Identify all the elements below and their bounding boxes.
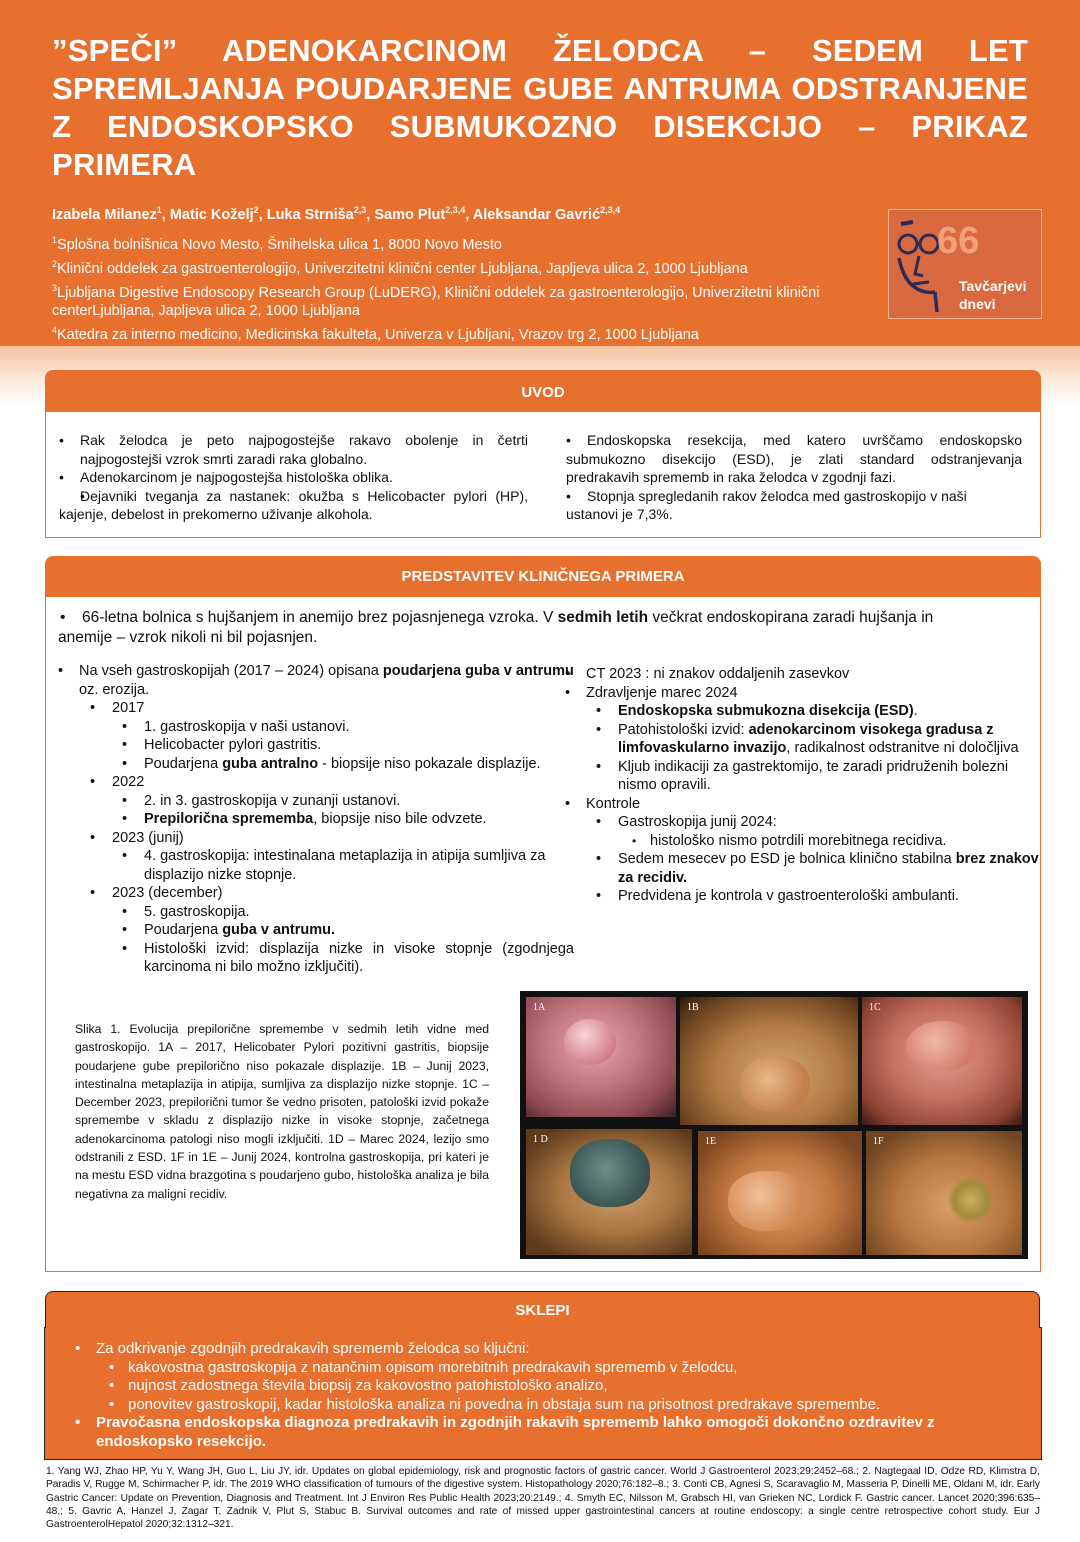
author-list: Izabela Milanez$^1$, Matic Koželj$^2$, Luka Strniša$^{2,3}$, Samo Plut$^{2,3,4}$, Aleksandar Gavrić$^{2,3,4}$ — [52, 205, 621, 223]
list-item: • 1. gastroskopija v naši ustanovi. — [144, 718, 574, 737]
author: Matic Koželj — [169, 206, 254, 223]
author: Luka Strniša — [266, 206, 354, 223]
logo-text: Tavčarjevi — [959, 278, 1027, 294]
list-item: • Gastroskopija junij 2024: • histološko nismo potrdili morebitnega recidiva. — [618, 813, 1046, 850]
list-item: • Poudarjena guba v antrumu. — [144, 921, 574, 940]
endoscopy-image-1a: 1A — [526, 997, 676, 1117]
list-item: • Za odkrivanje zgodnjih predrakavih sprememb želodca so ključni: • kakovostna gastroskopija z natančnim opisom morebitnih predrakavih sprememb v želodcu, • nujnost zadostnega števila biopsij za kakovostno patohistološko analizo, • ponovitev gastroskopij, kadar histološka analiza ni povedna in obstaja sum na prisotnost predrakave spremembe. — [96, 1340, 1026, 1414]
tavcarjevi-dnevi-logo — [888, 209, 1042, 319]
list-item-year: • 2017 • 1. gastroskopija v naši ustanovi. • Helicobacter pylori gastritis. • Poudarjena guba antralno - biopsije niso pokazale displazije. — [112, 699, 574, 773]
list-item: • Na vseh gastroskopijah (2017 – 2024) opisana poudarjena guba v antrumu oz. erozija. • 2017 • 1. gastroskopija v naši ustanovi. • Helicobacter pylori gastritis. • Poudarjena guba antralno - biopsije niso pokazale displazije. • 2022 • 2. in 3. gastroskopija v zunanji ustanovi. • Prepilorična sprememba, biopsije niso bile odvzete. • 2023 (junij) • 4. gastroskopija: intestinalana metaplazija in atipija sumljiva za displazijo nizke stopnje. • 2023 (december) • 5. gastroskopija. • Poudarjena guba v antrumu. • Histološki izvid: displazija nizke in visoke stopnje (zgodnjega karcinoma ni bilo možno izključiti). — [79, 662, 574, 977]
list-item: • kakovostna gastroskopija z natančnim opisom morebitnih predrakavih sprememb v želodcu, — [128, 1359, 1026, 1378]
endoscopy-image-1c: 1C — [862, 997, 1022, 1125]
list-item: • Sedem mesecev po ESD je bolnica klinično stabilna brez znakov za recidiv. — [618, 850, 1046, 887]
uvod-right-list — [566, 431, 1022, 524]
affiliation: $^2$Klinični oddelek za gastroenterologijo, Univerzitetni klinični center Ljubljana, Japljeva ulica 2, 1000 Ljubljana — [52, 258, 748, 277]
list-item: • Zdravljenje marec 2024 • Endoskopska submukozna disekcija (ESD). • Patohistološki izvid: adenokarcinom visokega gradusa z limfovaskularno invazijo, radikalnost odstranitve ni določljiva • Kljub indikaciji za gastrektomijo, te zaradi pridruženih bolezni nismo opravili. — [586, 684, 1046, 795]
case-right-list — [565, 665, 1046, 906]
affiliation: $^1$Splošna bolnišnica Novo Mesto, Šmihelska ulica 1, 8000 Novo Mesto — [52, 235, 502, 253]
author-sup: 2,3,4 — [445, 205, 466, 215]
list-item-year: • 2023 (december) • 5. gastroskopija. • Poudarjena guba v antrumu. • Histološki izvid: displazija nizke in visoke stopnje (zgodnjega karcinoma ni bilo možno izključiti). — [112, 884, 574, 977]
affiliation: $^4$Katedra za interno medicino, Medicinska fakulteta, Univerza v Ljubljani, Vrazov trg 2, 1000 Ljubljana — [52, 325, 699, 344]
list-item: • Endoskopska resekcija, med katero uvrščamo endoskopsko submukozno disekcijo (ESD), je zlati standard odstranjevanja predrakavih sprememb in raka želodca v zgodnji fazi. — [566, 432, 1022, 485]
list-item: • Predvidena je kontrola v gastroenterološki ambulanti. — [618, 887, 1046, 906]
section-heading-case: PREDSTAVITEV KLINIČNEGA PRIMERA — [45, 556, 1041, 597]
list-item: • Kontrole • Gastroskopija junij 2024: • histološko nismo potrdili morebitnega recidiva. • Sedem mesecev po ESD je bolnica klinično stabilna brez znakov za recidiv. • Predvidena je kontrola v gastroenterološki ambulanti. — [586, 795, 1046, 906]
list-item: • Dejavniki tveganja za nastanek: okužba s Helicobacter pylori (HP), kajenje, debelost in prekomerno uživanje alkohola. — [59, 487, 528, 524]
author-sup: 1 — [156, 205, 162, 215]
affiliation: $^3$Ljubljana Digestive Endoscopy Research Group (LuDERG), Klinični oddelek za gastroenterologijo, Univerzitetni klinični centerLjubljana, Japljeva ulica 2, 1000 Ljubljana — [52, 282, 820, 320]
section-heading-sklepi: SKLEPI — [45, 1291, 1040, 1328]
list-item-year: • 2022 • 2. in 3. gastroskopija v zunanji ustanovi. • Prepilorična sprememba, biopsije niso bile odvzete. — [112, 773, 574, 829]
author-sup: 2,3,4 — [600, 205, 621, 215]
list-item: • Stopnja spregledanih rakov želodca med gastroskopijo v naši ustanovi je 7,3%. — [566, 487, 967, 522]
case-intro: • 66-letna bolnica s hujšanjem in anemijo brez pojasnjenega vzroka. V sedmih letih večkrat endoskopirana zaradi hujšanja in anemije – vzrok nikoli ni bil pojasnjen. — [58, 609, 934, 646]
list-item: • Helicobacter pylori gastritis. — [144, 736, 574, 755]
author-sup: 2,3 — [353, 205, 367, 215]
list-item: • 4. gastroskopija: intestinalana metaplazija in atipija sumljiva za displazijo nizke stopnje. — [144, 847, 574, 884]
endoscopy-figure — [520, 991, 1028, 1259]
uvod-left-list — [59, 431, 528, 524]
list-item: • Rak želodca je peto najpogostejše rakavo obolenje in četrti najpogostejši vzrok smrti zaradi raka globalno. — [59, 431, 528, 468]
list-item: • Endoskopska submukozna disekcija (ESD). — [618, 702, 1046, 721]
logo-number: 66 — [937, 220, 980, 262]
author: Aleksandar Gavrić — [472, 206, 601, 223]
endoscopy-image-1f: 1F — [866, 1131, 1022, 1255]
list-item: • Histološki izvid: displazija nizke in visoke stopnje (zgodnjega karcinoma ni bilo možno izključiti). — [144, 940, 574, 977]
list-item: • Prepilorična sprememba, biopsije niso bile odvzete. — [144, 810, 574, 829]
affiliation-list — [52, 231, 882, 345]
author-sup: 2 — [253, 205, 259, 215]
list-item: • Kljub indikaciji za gastrektomijo, te zaradi pridruženih bolezni nismo opravili. — [618, 758, 1046, 795]
logo-text: dnevi — [959, 296, 996, 312]
list-item: • 2. in 3. gastroskopija v zunanji ustanovi. — [144, 792, 574, 811]
list-item: • ponovitev gastroskopij, kadar histološka analiza ni povedna in obstaja sum na prisotnost predrakave spremembe. — [128, 1396, 1026, 1415]
author: Samo Plut — [374, 206, 446, 223]
section-heading-uvod: UVOD — [45, 370, 1041, 412]
list-item: • Adenokarcinom je najpogostejša histološka oblika. — [59, 468, 528, 487]
list-item: • Poudarjena guba antralno - biopsije niso pokazale displazije. — [144, 755, 574, 774]
endoscopy-image-1e: 1E — [698, 1131, 862, 1255]
list-item: • CT 2023 : ni znakov oddaljenih zasevkov — [586, 665, 1046, 684]
endoscopy-image-1d: 1 D — [526, 1129, 692, 1255]
author: Izabela Milanez — [52, 206, 157, 223]
figure-caption: Slika 1. Evolucija prepilorične spremembe v sedmih letih vidne med gastroskopijo. 1A – 2017, Helicobater Pylori pozitivni gastritis, biopsije poudarjene gube prepilorično niso pokazale displazije. 1B – Junij 2023, intestinalna metaplazija in atipija, sumljiva za displazijo nizke stopnje. 1C – December 2023, prepilorični tumor še vedno prisoten, patološki izvid pokaže spremembe v skladu z displazijo nizke in visoke stopnje, začetnega adenokarcinoma patologi niso mogli izključiti. 1D – Marec 2024, lezijo smo odstranili z ESD. 1F in 1E – Junij 2024, kontrolna gastroskopija, pri kateri je na mestu ESD vidna brazgotina s poudarjeno gubo, histološka analiza je bila negativna za maligni recidiv. — [75, 1022, 489, 1201]
list-item: • histološko nismo potrdili morebitnega recidiva. — [650, 832, 1046, 851]
list-item: • nujnost zadostnega števila biopsij za kakovostno patohistološko analizo, — [128, 1377, 1026, 1396]
references: 1. Yang WJ, Zhao HP, Yu Y, Wang JH, Guo L, Liu JY, idr. Updates on global epidemiology, risk and prognostic factors of gastric cancer. World J Gastroenterol 2023;29:2452–68.; 2. Nagtegaal ID, Odze RD, Klimstra D, Paradis V, Rugge M, Schirmacher P, idr. The 2019 WHO classification of tumours of the digestive system. Histopathology 2020;76:182–8.; 3. Conti CB, Agnesi S, Scaravaglio M, Masseria P, Dinelli ME, Oldani M, idr. Early Gastric Cancer: Update on Prevention, Diagnosis and Treatment. Int J Environ Res Public Health 2023;20:2149.; 4. Smyth EC, Nilsson M, Grabsch HI, van Grieken NC, Lordick F. Gastric cancer. Lancet 2020;396:635–48.; 5. Gavric A, Hanzel J, Zagar T, Zadnik V, Plut S, Stabuc B. Survival outcomes and rate of missed upper gastrointestinal cancers at routine endoscopy: a single centre retrospective cohort study. Eur J GastroenterolHepatol 2020;32:1312–321. — [46, 1466, 1040, 1531]
sklepi-list — [96, 1340, 1026, 1451]
poster-title: ”SPEČI” ADENOKARCINOM ŽELODCA – SEDEM LET SPREMLJANJA POUDARJENE GUBE ANTRUMA ODSTRANJENE Z ENDOSKOPSKO SUBMUKOZNO DISEKCIJO – PRIKAZ PRIMERA — [52, 33, 1028, 182]
list-item: • Patohistološki izvid: adenokarcinom visokega gradusa z limfovaskularno invazijo, radikalnost odstranitve ni določljiva — [618, 721, 1046, 758]
case-left-list — [58, 662, 574, 977]
list-item-year: • 2023 (junij) • 4. gastroskopija: intestinalana metaplazija in atipija sumljiva za displazijo nizke stopnje. — [112, 829, 574, 885]
endoscopy-image-1b: 1B — [680, 997, 858, 1125]
list-item: • 5. gastroskopija. — [144, 903, 574, 922]
list-item: • Pravočasna endoskopska diagnoza predrakavih in zgodnjih rakavih sprememb lahko omogoči dokončno ozdravitev z endoskopsko resekcijo. — [96, 1414, 1026, 1451]
